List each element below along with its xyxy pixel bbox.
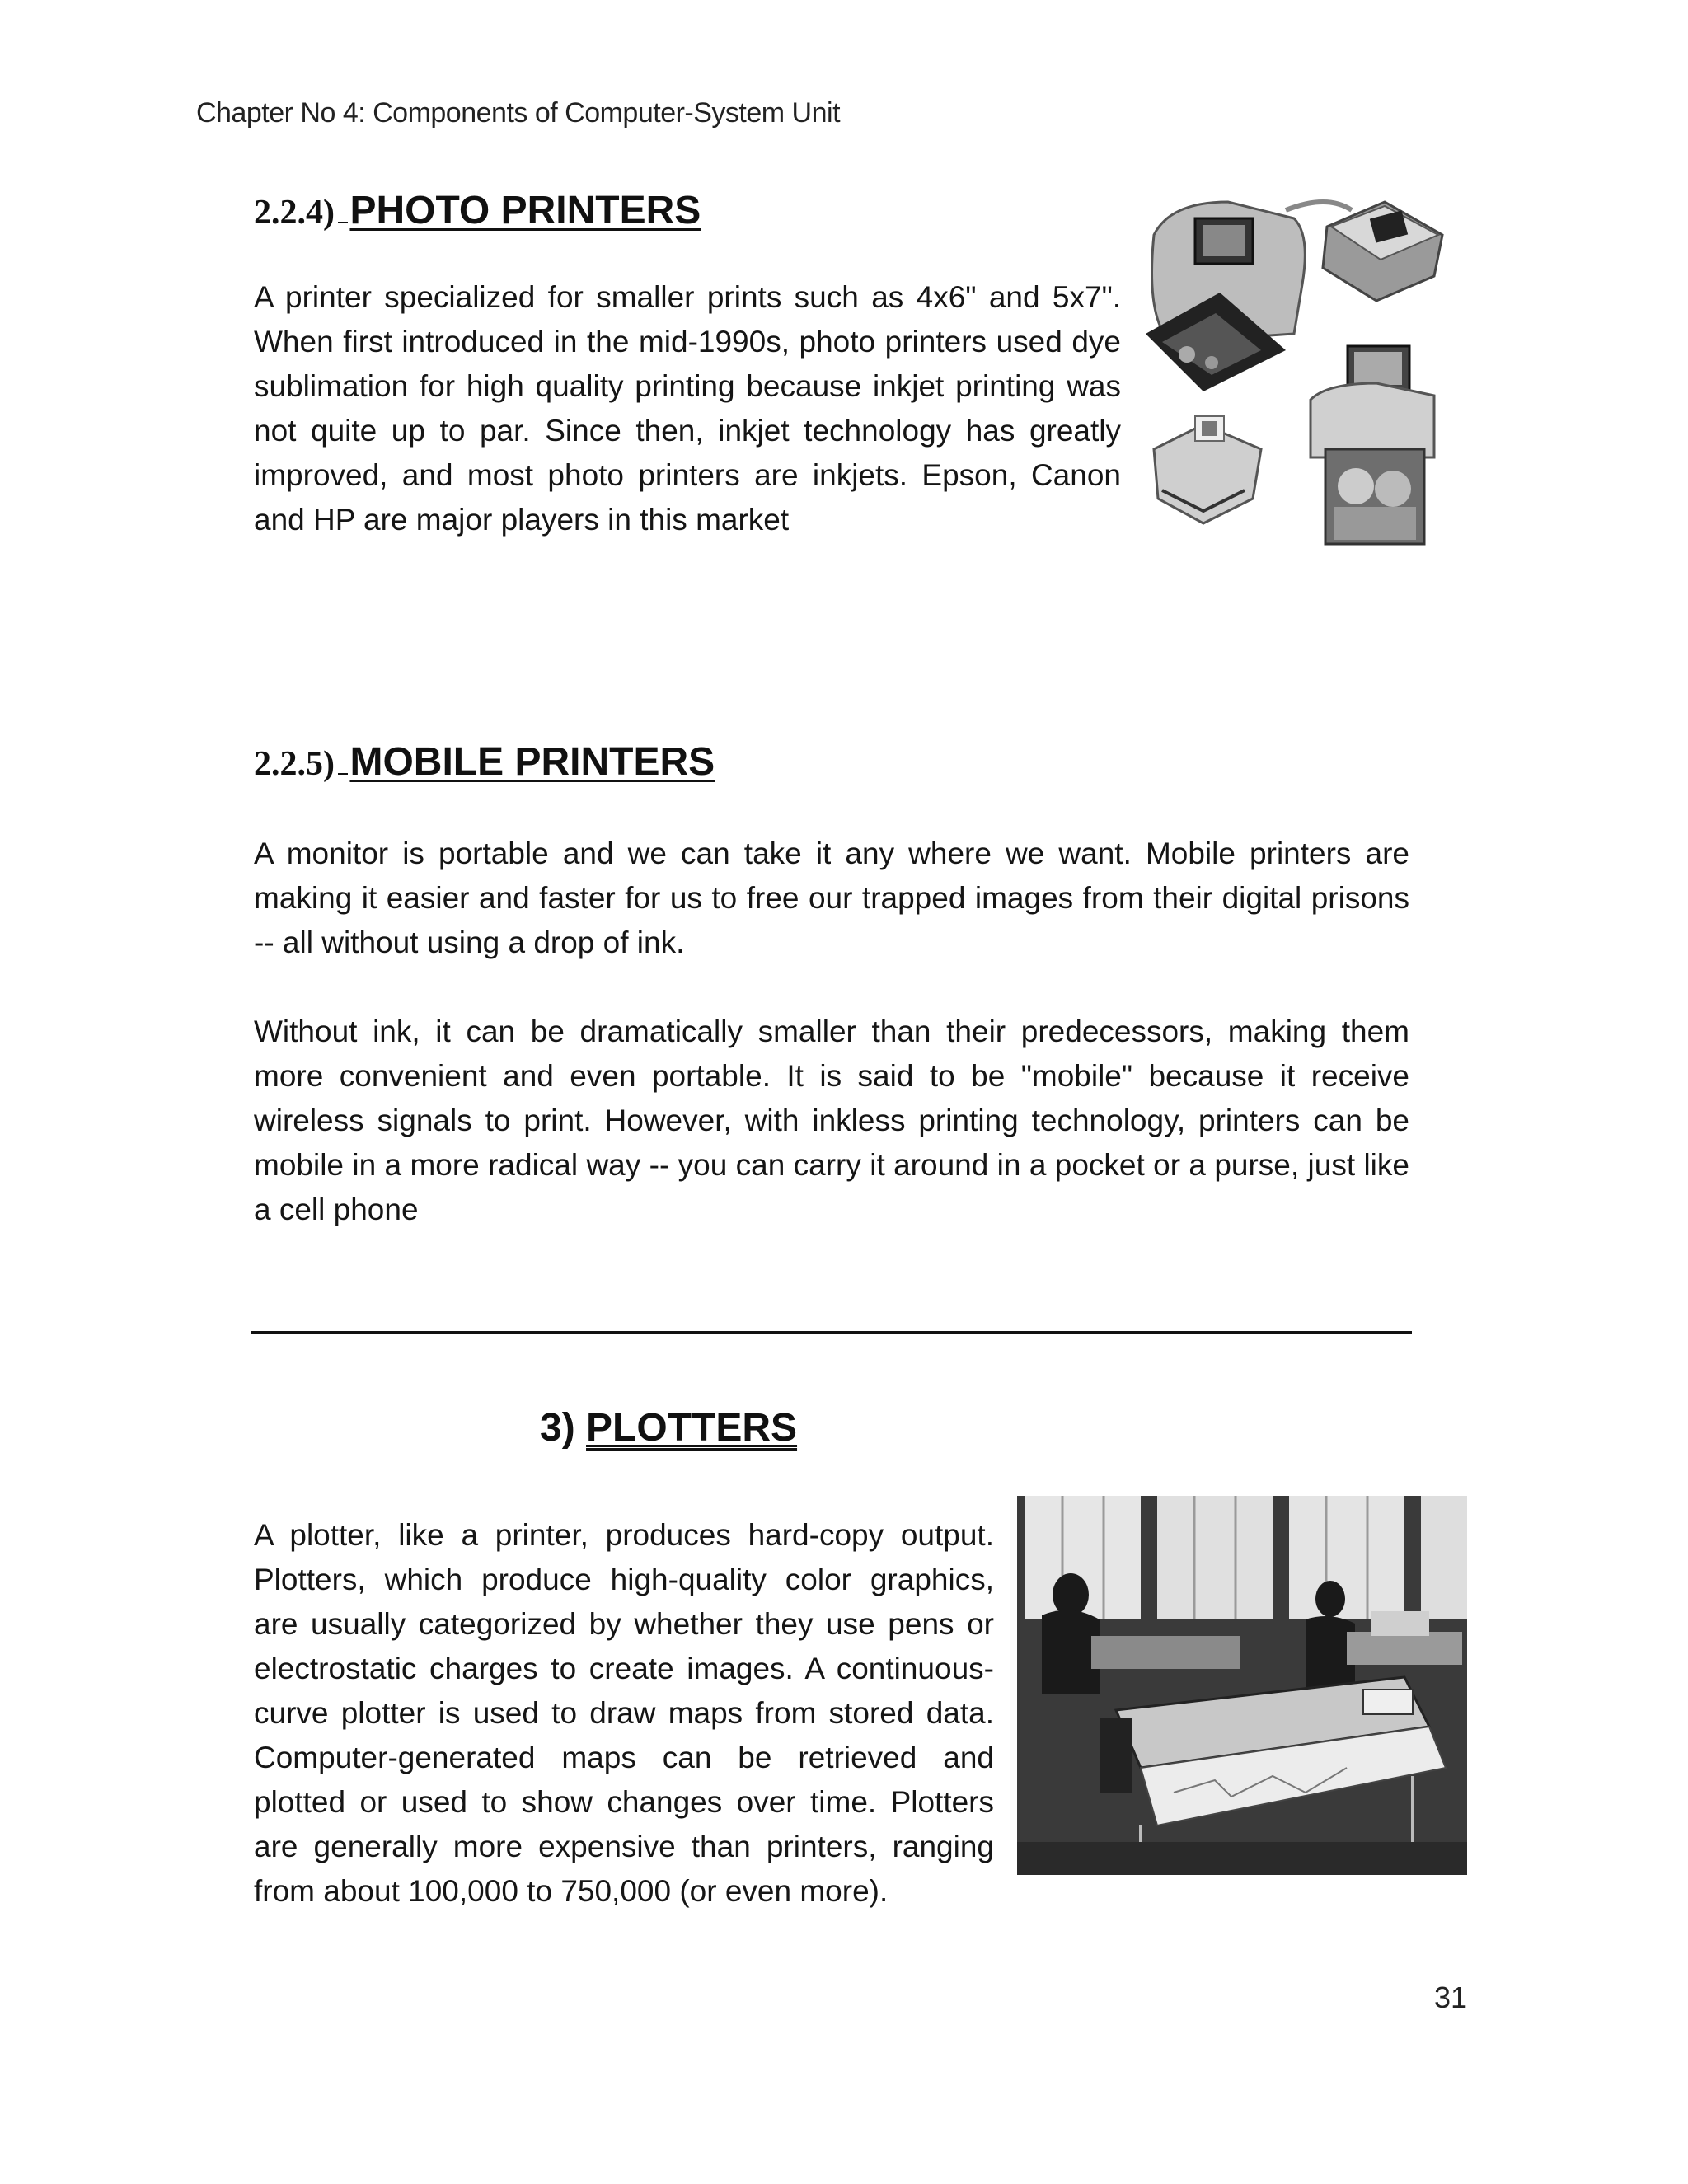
plotter-image bbox=[1017, 1496, 1467, 1875]
section-number: 2.2.5) bbox=[254, 745, 335, 783]
plotters-heading bbox=[540, 1405, 797, 1451]
page-number: 31 bbox=[1433, 1980, 1467, 2014]
photo-printers-text: A printer specialized for smaller prints such as 4x6" and 5x7". When first introduced in the mid-1990s, photo printers used dye sublimation for high quality printing because inkjet printing was not quite up to par. Since then, inkjet technology has greatly improved, and most photo printers are inkjets. Epson, Canon and HP are major players in this market bbox=[254, 280, 1121, 537]
mobile-printers-text-1: A monitor is portable and we can take it any where we want. Mobile printers are making it easier and faster for us to free our trapped images from their digital prisons -- all without using a drop of ink. bbox=[254, 837, 1409, 959]
section-divider bbox=[251, 1331, 1412, 1334]
photo-printer-illustration bbox=[1146, 202, 1352, 391]
section-title: PHOTO PRINTERS bbox=[349, 189, 701, 232]
section-title: PLOTTERS bbox=[586, 1406, 798, 1450]
section-number: 3) bbox=[540, 1406, 575, 1450]
photo-printers-heading bbox=[254, 188, 701, 233]
running-head: Chapter No 4: Components of Computer-System Unit bbox=[196, 97, 841, 129]
mobile-printers-heading bbox=[254, 739, 715, 785]
plotters-text: A plotter, like a printer, produces hard-copy output. Plotters, which produce high-quality color graphics, are usually categorized by whether they use pens or electrostatic charges to create images. A continuous-curve plotter is used to draw maps from stored data. Computer-generated maps can be retrieved and plotted or used to show changes over time. Plotters are generally more expensive than printers, ranging from about 100,000 to 750,000 (or even more). bbox=[254, 1518, 994, 1908]
section-title: MOBILE PRINTERS bbox=[349, 740, 715, 784]
mobile-printers-text-2: Without ink, it can be dramatically smaller than their predecessors, making them more convenient and even portable. It is said to be "mobile" because it receive wireless signals to print. However, with inkless printing technology, printers can be mobile in a more radical way -- you can carry it around in a pocket or a purse, just like a cell phone bbox=[254, 1015, 1409, 1226]
section-number: 2.2.4) bbox=[254, 194, 335, 232]
photo-printers-image bbox=[1137, 185, 1451, 556]
